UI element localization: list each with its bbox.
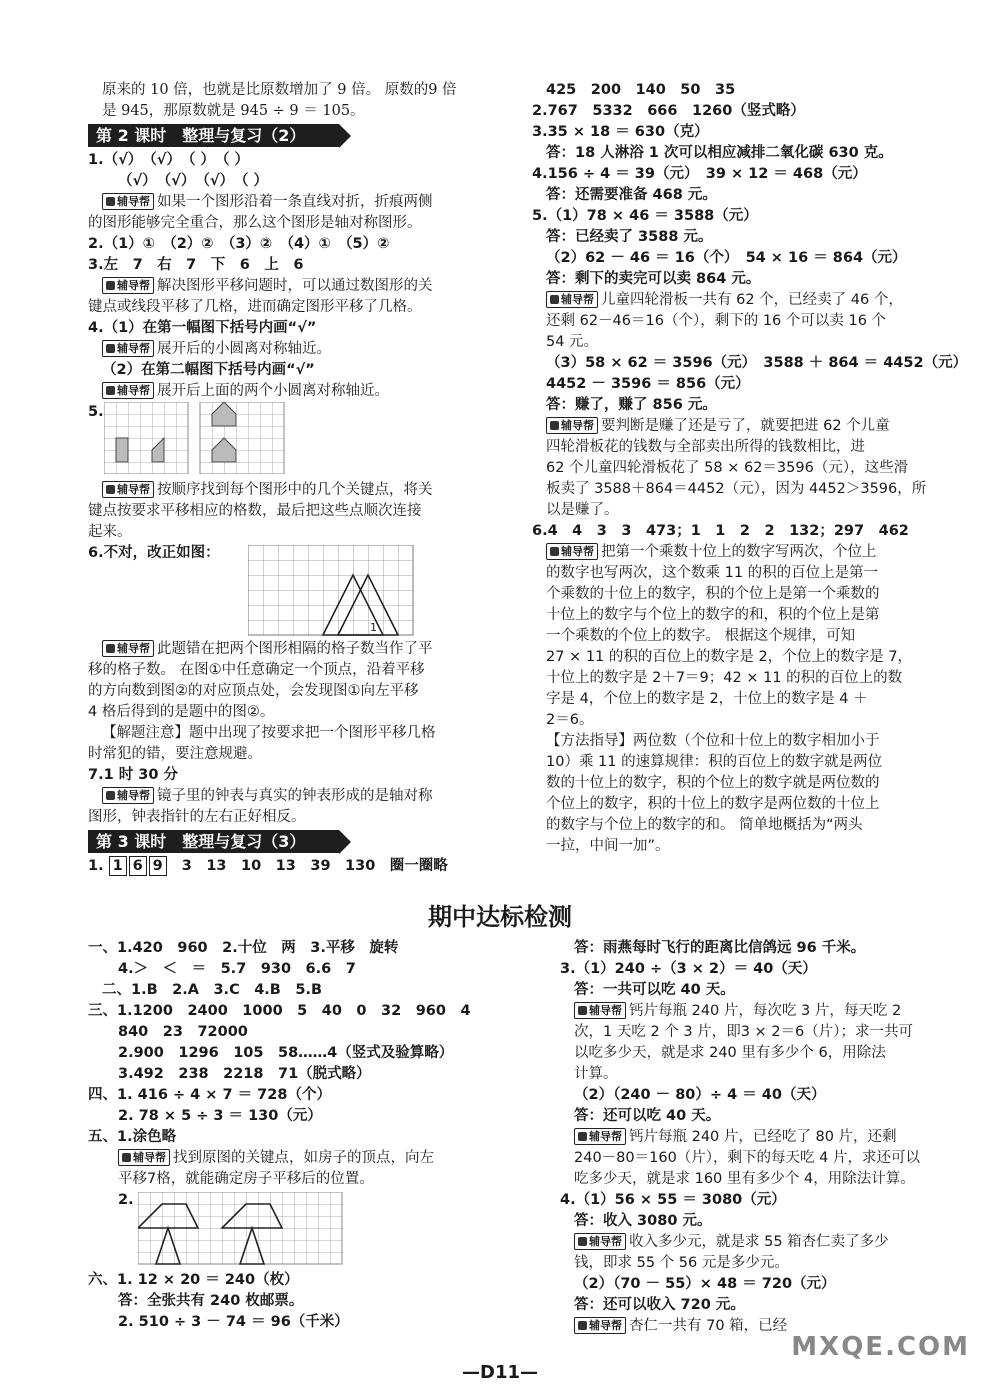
fudao-badge: 辅导帮: [546, 417, 598, 434]
hint-line: 辅导帮 镜子里的钟表与真实的钟表形成的是轴对称: [88, 786, 506, 807]
fudao-badge: 辅导帮: [574, 1128, 626, 1145]
fudao-badge: 辅导帮: [118, 1149, 170, 1166]
hint-line: 吃多少天，就是求 160 里有多少个 4，用除法计算。: [574, 1171, 915, 1187]
hint-line: 240－80＝160（片），剩下的每天吃 4 片，求还可以: [574, 1150, 920, 1166]
answer-line: 答：还需要准备 468 元。: [546, 187, 717, 203]
book-icon: [106, 386, 115, 395]
hint-line: 计算。: [574, 1066, 618, 1082]
book-icon: [578, 1321, 587, 1330]
text-line: 原来的 10 倍，也就是比原数增加了 9 倍。 原数的9 倍: [102, 82, 457, 98]
hint-line: 辅导帮 把第一个乘数十位上的数字写两次，个位上: [532, 542, 964, 563]
hint-line: 十位上的数字是 2＋7＝9；42 × 11 的积的百位上的数: [546, 670, 903, 686]
text-line: 是 945，那原数就是 945 ÷ 9 ＝ 105。: [102, 103, 365, 119]
method-line: 【方法指导】两位数（个位和十位上的数字相加小于: [546, 733, 880, 749]
hint-line: 键点按要求平移相应的格数，最后把这些点顺次连接: [88, 503, 422, 519]
answer-1b: （√） （√） （√） （ ）: [118, 173, 269, 189]
hint-line: 十位上的数字与个位上的数字的和，积的个位上是第: [546, 607, 880, 623]
answer-5-label: 5.: [88, 404, 104, 420]
digit-box: 1: [109, 856, 127, 876]
section-header-lesson-2: 第 2 课时 整理与复习（2）: [88, 124, 339, 147]
answer-line: 4.＞ ＜ ＝ 5.7 930 6.6 7: [118, 961, 356, 977]
answer-line: 六、1. 12 × 20 ＝ 240（枚）: [88, 1272, 299, 1288]
hint-line: 字是 4，个位上的数字是 2，十位上的数字是 4 ＋: [546, 691, 868, 707]
hint-line: 辅导帮 如果一个图形沿着一条直线对折，折痕两侧: [88, 192, 506, 213]
answer-line: 4.156 ÷ 4 ＝ 39（元） 39 × 12 ＝ 468（元）: [532, 166, 867, 182]
answer-6-block: [88, 543, 506, 639]
hint-line: 4 格后得到的是题中的图②。: [88, 704, 275, 720]
left-column: [88, 80, 506, 877]
answer-line: 840 23 72000: [118, 1024, 248, 1040]
answer-4b: （2）在第二幅图下括号内画“√”: [102, 362, 315, 378]
hint-line: 图形，钟表指针的左右正好相反。: [88, 809, 306, 825]
hint-line: 平移7格，就能确定房子平移后的位置。: [118, 1171, 374, 1187]
method-line: 个位上的数字，积的十位上的数字是两位数的十位上: [546, 796, 880, 812]
hint-line: 54 元。: [546, 334, 599, 350]
answer-1a: 1.（√） （√） （ ） （ ）: [88, 152, 250, 168]
answer-line: 3.35 × 18 ＝ 630（克）: [532, 124, 709, 140]
answer-3: 3.左 7 右 7 下 6 上 6: [88, 257, 304, 273]
hint-line: 个乘数的十位上的数字，积的个位上是第一个乘数的: [546, 586, 880, 602]
answer-2: 2.（1）① （2）② （3）② （4）① （5）②: [88, 236, 390, 252]
answer-line: 3.492 238 2218 71（脱式略）: [118, 1066, 371, 1082]
book-icon: [578, 1132, 587, 1141]
hint-line: 辅导帮 杏仁一共有 70 箱，已经: [560, 1316, 964, 1337]
answer-line: 答：全张共有 240 枚邮票。: [118, 1293, 304, 1309]
answer-l3-1: 1. 1 6 9 3 13 10 13 39 130 圈一圈略: [88, 858, 448, 874]
book-icon: [550, 421, 559, 430]
book-icon: [106, 644, 115, 653]
answer-4a: 4.（1）在第一幅图下括号内画“√”: [88, 320, 317, 336]
book-icon: [578, 1237, 587, 1246]
hint-line: 的方向数到图②的对应顶点处，会发现图①向左平移: [88, 683, 419, 699]
hint-line: 起来。: [88, 524, 132, 540]
right-column: [532, 80, 968, 857]
method-line: 的数字与个位上的数字的和。 简单地概括为“两头: [546, 817, 863, 833]
answer-line: 4452 － 3596 ＝ 856（元）: [546, 376, 750, 392]
hint-line: 辅导帮 要判断是赚了还是亏了，就要把进 62 个儿童: [532, 416, 964, 437]
answer-line: 2. 78 × 5 ÷ 3 ＝ 130（元）: [118, 1108, 322, 1124]
answer-line: （2）（240 － 80）÷ 4 ＝ 40（天）: [574, 1087, 826, 1103]
book-icon: [550, 295, 559, 304]
hint-line: 辅导帮 按顺序找到每个图形中的几个关键点，将关: [88, 480, 506, 501]
hint-line: 的数字也写两次，这个数乘 11 的积的百位上是第一: [546, 565, 879, 581]
digit-box: 6: [129, 856, 147, 876]
method-line: 一拉，中间一加”。: [546, 838, 670, 854]
answer-line: 答：已经卖了 3588 元。: [546, 229, 713, 245]
fudao-badge: 辅导帮: [574, 1002, 626, 1019]
fudao-badge: 辅导帮: [574, 1317, 626, 1334]
fudao-badge: 辅导帮: [546, 291, 598, 308]
hint-line: 辅导帮 钙片每瓶 240 片，每次吃 3 片，每天吃 2: [560, 1001, 964, 1022]
hint-line: 62 个儿童四轮滑板花了 58 × 62＝3596（元），这些滑: [546, 460, 909, 476]
answer-line: 答：一共可以吃 40 天。: [574, 982, 735, 998]
answer-line: 3.（1）240 ÷（3 × 2）＝ 40（天）: [560, 961, 817, 977]
hint-line: 板卖了 3588＋864＝4452（元），因为 4452＞3596，所: [546, 481, 927, 497]
answer-line: 2. 510 ÷ 3 － 74 ＝ 96（千米）: [118, 1314, 349, 1330]
hint-line: 辅导帮 此题错在把两个图形相隔的格子数当作了平: [88, 639, 506, 660]
answer-line: 答：还可以收入 720 元。: [574, 1297, 745, 1313]
fudao-badge: 辅导帮: [574, 1233, 626, 1250]
method-line: 数的十位上的数字，积的个位上的数字就是两位数的: [546, 775, 880, 791]
note-line: 时常犯的错，要注意规避。: [88, 746, 262, 762]
answer-line: 二、1.B 2.A 3.C 4.B 5.B: [102, 982, 323, 998]
hint-line: 辅导帮 展开后上面的两个小圆离对称轴近。: [88, 381, 506, 402]
house-translation-grid: [138, 1192, 348, 1266]
book-icon: [106, 281, 115, 290]
answer-line: 答：雨燕每时飞行的距离比信鸽远 96 千米。: [574, 940, 866, 956]
hint-line: 以是赚了。: [546, 502, 619, 518]
answer-line: 答：收入 3080 元。: [574, 1213, 712, 1229]
figure-mark: 1: [370, 621, 377, 634]
hint-line: 键点或线段平移了几格，进而确定图形平移了几格。: [88, 299, 422, 315]
book-icon: [122, 1153, 131, 1162]
answer-7: 7.1 时 30 分: [88, 767, 179, 783]
answer-line: 三、1.1200 2400 1000 5 40 0 32 960 4: [88, 1003, 471, 1019]
fudao-badge: 辅导帮: [102, 787, 154, 804]
section-header-lesson-3: 第 3 课时 整理与复习（3）: [88, 830, 339, 853]
hint-line: 辅导帮 钙片每瓶 240 片，已经吃了 80 片，还剩: [560, 1127, 964, 1148]
answer-line: 5.（1）78 × 46 ＝ 3588（元）: [532, 208, 758, 224]
hint-line: 辅导帮 展开后的小圆离对称轴近。: [88, 339, 506, 360]
fudao-badge: 辅导帮: [546, 543, 598, 560]
hint-line: 还剩 62－46＝16（个），剩下的 16 个可以卖 16 个: [546, 313, 887, 329]
left-column-exam: [88, 938, 506, 1333]
answer-line: 6.4 4 3 3 473；1 1 2 2 132；297 462: [532, 523, 909, 539]
hint-line: 以吃多少天，就是求 240 里有多少个 6，用除法: [574, 1045, 886, 1061]
hint-line: 钱，即求 55 个 56 元是多少元。: [574, 1255, 789, 1271]
answer-line: （3）58 × 62 ＝ 3596（元） 3588 ＋ 864 ＝ 4452（元）: [546, 355, 968, 371]
fudao-badge: 辅导帮: [102, 382, 154, 399]
answer-line: 答：剩下的卖完可以卖 864 元。: [546, 271, 761, 287]
hint-line: 的图形能够完全重合，那么这个图形是轴对称图形。: [88, 215, 422, 231]
answer-line: （2）62 － 46 ＝ 16（个） 54 × 16 ＝ 864（元）: [546, 250, 907, 266]
book-icon: [106, 791, 115, 800]
answer-line: 一、1.420 960 2.十位 两 3.平移 旋转: [88, 940, 399, 956]
answer-6-label: 6.不对，改正如图：: [88, 545, 220, 561]
page-number: —D11—: [462, 1362, 538, 1383]
hint-line: 一个乘数的个位上的数字。 根据这个规律，可知: [546, 628, 856, 644]
answer-label: 2.: [118, 1192, 134, 1208]
fudao-badge: 辅导帮: [102, 340, 154, 357]
fudao-badge: 辅导帮: [102, 193, 154, 210]
hint-line: 辅导帮 儿童四轮滑板一共有 62 个，已经卖了 46 个，: [532, 290, 964, 311]
book-icon: [106, 485, 115, 494]
answer-5-block: [88, 402, 506, 480]
answer-5-2-block: [88, 1190, 506, 1270]
hint-line: 2＝6。: [546, 712, 594, 728]
page-title: 期中达标检测: [428, 902, 572, 931]
method-line: 10）乘 11 的速算规律：积的百位上的数字就是两位: [546, 754, 883, 770]
hint-line: 次，1 天吃 2 个 3 片，即3 × 2＝6（片）；求一共可: [574, 1024, 914, 1040]
book-icon: [106, 344, 115, 353]
answer-line: 2.767 5332 666 1260（竖式略）: [532, 103, 805, 119]
hint-line: 27 × 11 的积的百位上的数字是 2，个位上的数字是 7，: [546, 649, 913, 665]
book-icon: [550, 547, 559, 556]
book-icon: [106, 197, 115, 206]
watermark: MXQE.COM: [791, 1332, 970, 1362]
note-line: 【解题注意】题中出现了按要求把一个图形平移几格: [102, 725, 436, 741]
fudao-badge: 辅导帮: [102, 481, 154, 498]
fudao-badge: 辅导帮: [102, 277, 154, 294]
corrected-triangle-grid: [248, 545, 418, 637]
answer-line: 四、1. 416 ÷ 4 × 7 ＝ 728（个）: [88, 1087, 331, 1103]
answer-line: 答：赚了，赚了 856 元。: [546, 397, 717, 413]
hint-line: 辅导帮 找到原图的关键点，如房子的顶点，向左: [88, 1148, 506, 1169]
answer-line: 2.900 1296 105 58……4（竖式及验算略）: [118, 1045, 454, 1061]
answer-line: （2）（70 － 55）× 48 ＝ 720（元）: [574, 1276, 836, 1292]
translation-grid-figure: [104, 402, 286, 474]
fudao-badge: 辅导帮: [102, 640, 154, 657]
answer-line: 425 200 140 50 35: [546, 82, 736, 98]
digit-box: 9: [149, 856, 167, 876]
answer-line: 4.（1）56 × 55 ＝ 3080（元）: [560, 1192, 786, 1208]
answer-line: 五、1.涂色略: [88, 1129, 177, 1145]
hint-line: 四轮滑板花的钱数与全部卖出所得的钱数相比，进: [546, 439, 865, 455]
right-column-exam: [560, 938, 964, 1337]
hint-line: 辅导帮 收入多少元，就是求 55 箱杏仁卖了多少: [560, 1232, 964, 1253]
answer-line: 答：还可以吃 40 天。: [574, 1108, 721, 1124]
book-icon: [578, 1006, 587, 1015]
hint-line: 移的格子数。 在图①中任意确定一个顶点，沿着平移: [88, 662, 425, 678]
hint-line: 辅导帮 解决图形平移问题时，可以通过数图形的关: [88, 276, 506, 297]
answer-line: 答：18 人淋浴 1 次可以相应减排二氧化碳 630 克。: [546, 145, 893, 161]
